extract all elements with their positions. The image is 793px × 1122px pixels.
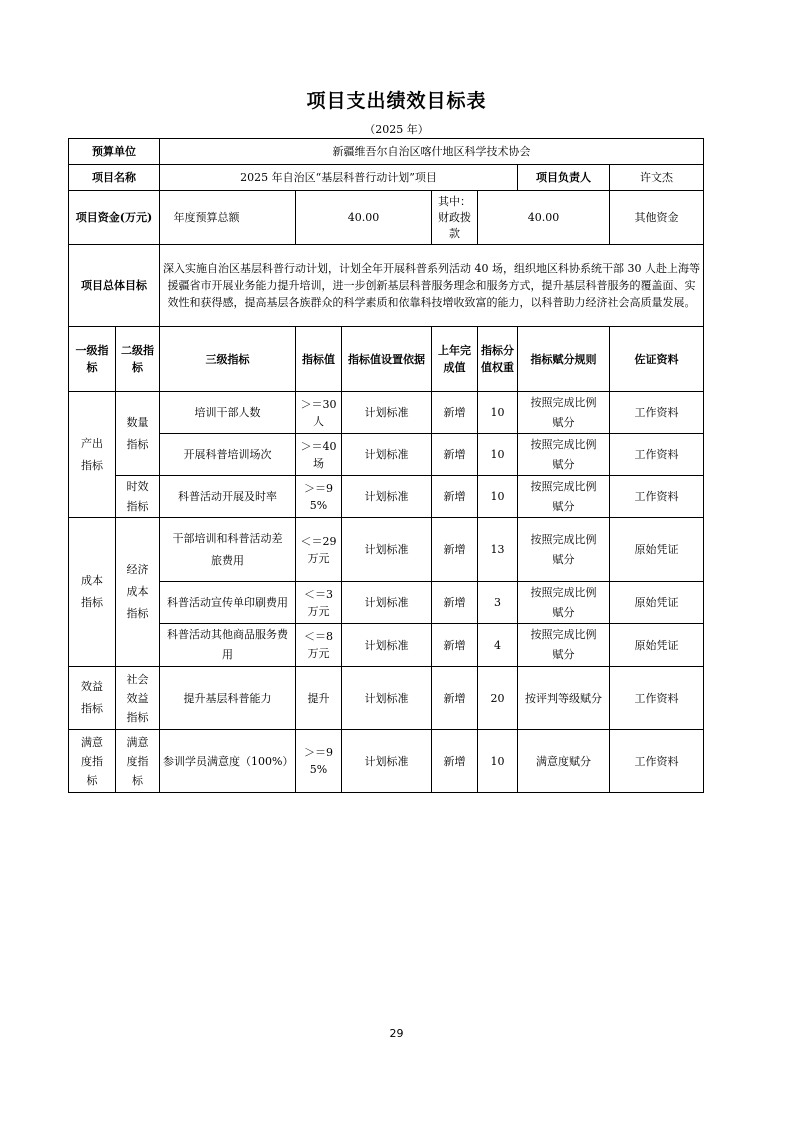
indicator-last-year: 新增 [432, 476, 478, 518]
indicator-basis: 计划标准 [342, 434, 432, 476]
indicator-rule: 按照完成比例赋分 [518, 582, 610, 624]
indicator-rule: 满意度赋分 [518, 730, 610, 793]
indicator-weight: 20 [478, 667, 518, 730]
indicator-last-year: 新增 [432, 518, 478, 582]
indicator-value: ＜＝3 万元 [296, 582, 342, 624]
indicator-rule: 按评判等级赋分 [518, 667, 610, 730]
indicator-value: ＞＝40 场 [296, 434, 342, 476]
indicator-value: 提升 [296, 667, 342, 730]
group-timeliness: 时效指标 [116, 476, 160, 518]
header-level3: 三级指标 [160, 327, 296, 392]
indicator-name: 科普活动其他商品服务费用 [160, 624, 296, 667]
indicator-name: 开展科普培训场次 [160, 434, 296, 476]
indicator-last-year: 新增 [432, 667, 478, 730]
group-benefit: 效益指标 [69, 667, 116, 730]
indicator-last-year: 新增 [432, 434, 478, 476]
indicator-basis: 计划标准 [342, 518, 432, 582]
fiscal-allocation-label: 其中：财政拨款 [432, 191, 478, 245]
group-cost: 成本指标 [69, 518, 116, 667]
indicator-last-year: 新增 [432, 392, 478, 434]
unit-row [69, 139, 704, 165]
other-funds-label: 其他资金 [610, 191, 704, 245]
indicator-name: 科普活动开展及时率 [160, 476, 296, 518]
table-row [69, 392, 704, 434]
indicator-evidence: 工作资料 [610, 476, 704, 518]
project-name-value: 2025 年自治区“基层科普行动计划”项目 [160, 165, 518, 191]
table-row [69, 582, 704, 624]
group-quantity: 数量指标 [116, 392, 160, 476]
indicator-weight: 4 [478, 624, 518, 667]
fiscal-allocation-value: 40.00 [478, 191, 610, 245]
indicator-basis: 计划标准 [342, 730, 432, 793]
indicator-weight: 10 [478, 730, 518, 793]
goal-row [69, 245, 704, 327]
group-economic-cost: 经济成本指标 [116, 518, 160, 667]
indicator-name: 提升基层科普能力 [160, 667, 296, 730]
indicator-rule: 按照完成比例赋分 [518, 434, 610, 476]
indicator-weight: 3 [478, 582, 518, 624]
goal-text: 深入实施自治区基层科普行动计划，计划全年开展科普系列活动 40 场，组织地区科协系统干部 30 人赴上海等援疆省市开展业务能力提升培训，进一步创新基层科普服务理念和服务方式，提升基层科普服务的覆盖面、实效性和获得感，提高基层各族群众的科学素质和依靠科技增收致富的能力，以科普助力经济社会高质量发展。 [160, 245, 704, 327]
table-row [69, 667, 704, 730]
indicator-name: 科普活动宣传单印刷费用 [160, 582, 296, 624]
indicator-rule: 按照完成比例赋分 [518, 624, 610, 667]
header-level2: 二级指标 [116, 327, 160, 392]
table-row [69, 730, 704, 793]
group-satisfaction: 满意度指标 [69, 730, 116, 793]
indicator-last-year: 新增 [432, 730, 478, 793]
indicator-value: ＞＝95% [296, 730, 342, 793]
indicator-evidence: 原始凭证 [610, 582, 704, 624]
indicator-name: 干部培训和科普活动差旅费用 [160, 518, 296, 582]
indicator-weight: 13 [478, 518, 518, 582]
indicator-evidence: 工作资料 [610, 667, 704, 730]
header-row [69, 327, 704, 392]
group-social-benefit: 社会效益指标 [116, 667, 160, 730]
indicator-basis: 计划标准 [342, 476, 432, 518]
indicator-value: ＜＝29 万元 [296, 518, 342, 582]
indicator-value: ＞＝95% [296, 476, 342, 518]
project-name-label: 项目名称 [69, 165, 160, 191]
unit-value: 新疆维吾尔自治区喀什地区科学技术协会 [160, 139, 704, 165]
table-row [69, 518, 704, 582]
page-title: 项目支出绩效目标表 [306, 90, 487, 112]
indicator-name: 培训干部人数 [160, 392, 296, 434]
page-number: 29 [389, 1027, 404, 1040]
leader-label: 项目负责人 [518, 165, 610, 191]
indicator-value: ＜＝8 万元 [296, 624, 342, 667]
table-row [69, 434, 704, 476]
header-evidence: 佐证资料 [610, 327, 704, 392]
indicator-rule: 按照完成比例赋分 [518, 518, 610, 582]
fund-label: 项目资金(万元) [69, 191, 160, 245]
indicator-weight: 10 [478, 392, 518, 434]
table-row [69, 624, 704, 667]
indicator-last-year: 新增 [432, 624, 478, 667]
group-output: 产出指标 [69, 392, 116, 518]
indicator-evidence: 工作资料 [610, 392, 704, 434]
indicator-evidence: 工作资料 [610, 730, 704, 793]
group-satisfaction-sub: 满意度指标 [116, 730, 160, 793]
indicator-evidence: 原始凭证 [610, 624, 704, 667]
indicator-evidence: 原始凭证 [610, 518, 704, 582]
indicator-rule: 按照完成比例赋分 [518, 476, 610, 518]
indicator-evidence: 工作资料 [610, 434, 704, 476]
leader-value: 许文杰 [610, 165, 704, 191]
header-weight: 指标分值权重 [478, 327, 518, 392]
indicator-last-year: 新增 [432, 582, 478, 624]
header-last-year: 上年完成值 [432, 327, 478, 392]
indicator-weight: 10 [478, 476, 518, 518]
header-level1: 一级指标 [69, 327, 116, 392]
header-rule: 指标赋分规则 [518, 327, 610, 392]
performance-table [68, 138, 704, 793]
header-value: 指标值 [296, 327, 342, 392]
indicator-basis: 计划标准 [342, 582, 432, 624]
annual-budget-value: 40.00 [296, 191, 432, 245]
indicator-basis: 计划标准 [342, 392, 432, 434]
page-subtitle: （2025 年） [364, 123, 429, 136]
indicator-rule: 按照完成比例赋分 [518, 392, 610, 434]
unit-label: 预算单位 [69, 139, 160, 165]
goal-label: 项目总体目标 [69, 245, 160, 327]
indicator-name: 参训学员满意度（100%） [160, 730, 296, 793]
indicator-basis: 计划标准 [342, 667, 432, 730]
annual-budget-label: 年度预算总额 [160, 191, 296, 245]
fund-row [69, 191, 704, 245]
header-basis: 指标值设置依据 [342, 327, 432, 392]
indicator-value: ＞＝30 人 [296, 392, 342, 434]
project-name-row [69, 165, 704, 191]
indicator-basis: 计划标准 [342, 624, 432, 667]
table-row [69, 476, 704, 518]
indicator-weight: 10 [478, 434, 518, 476]
